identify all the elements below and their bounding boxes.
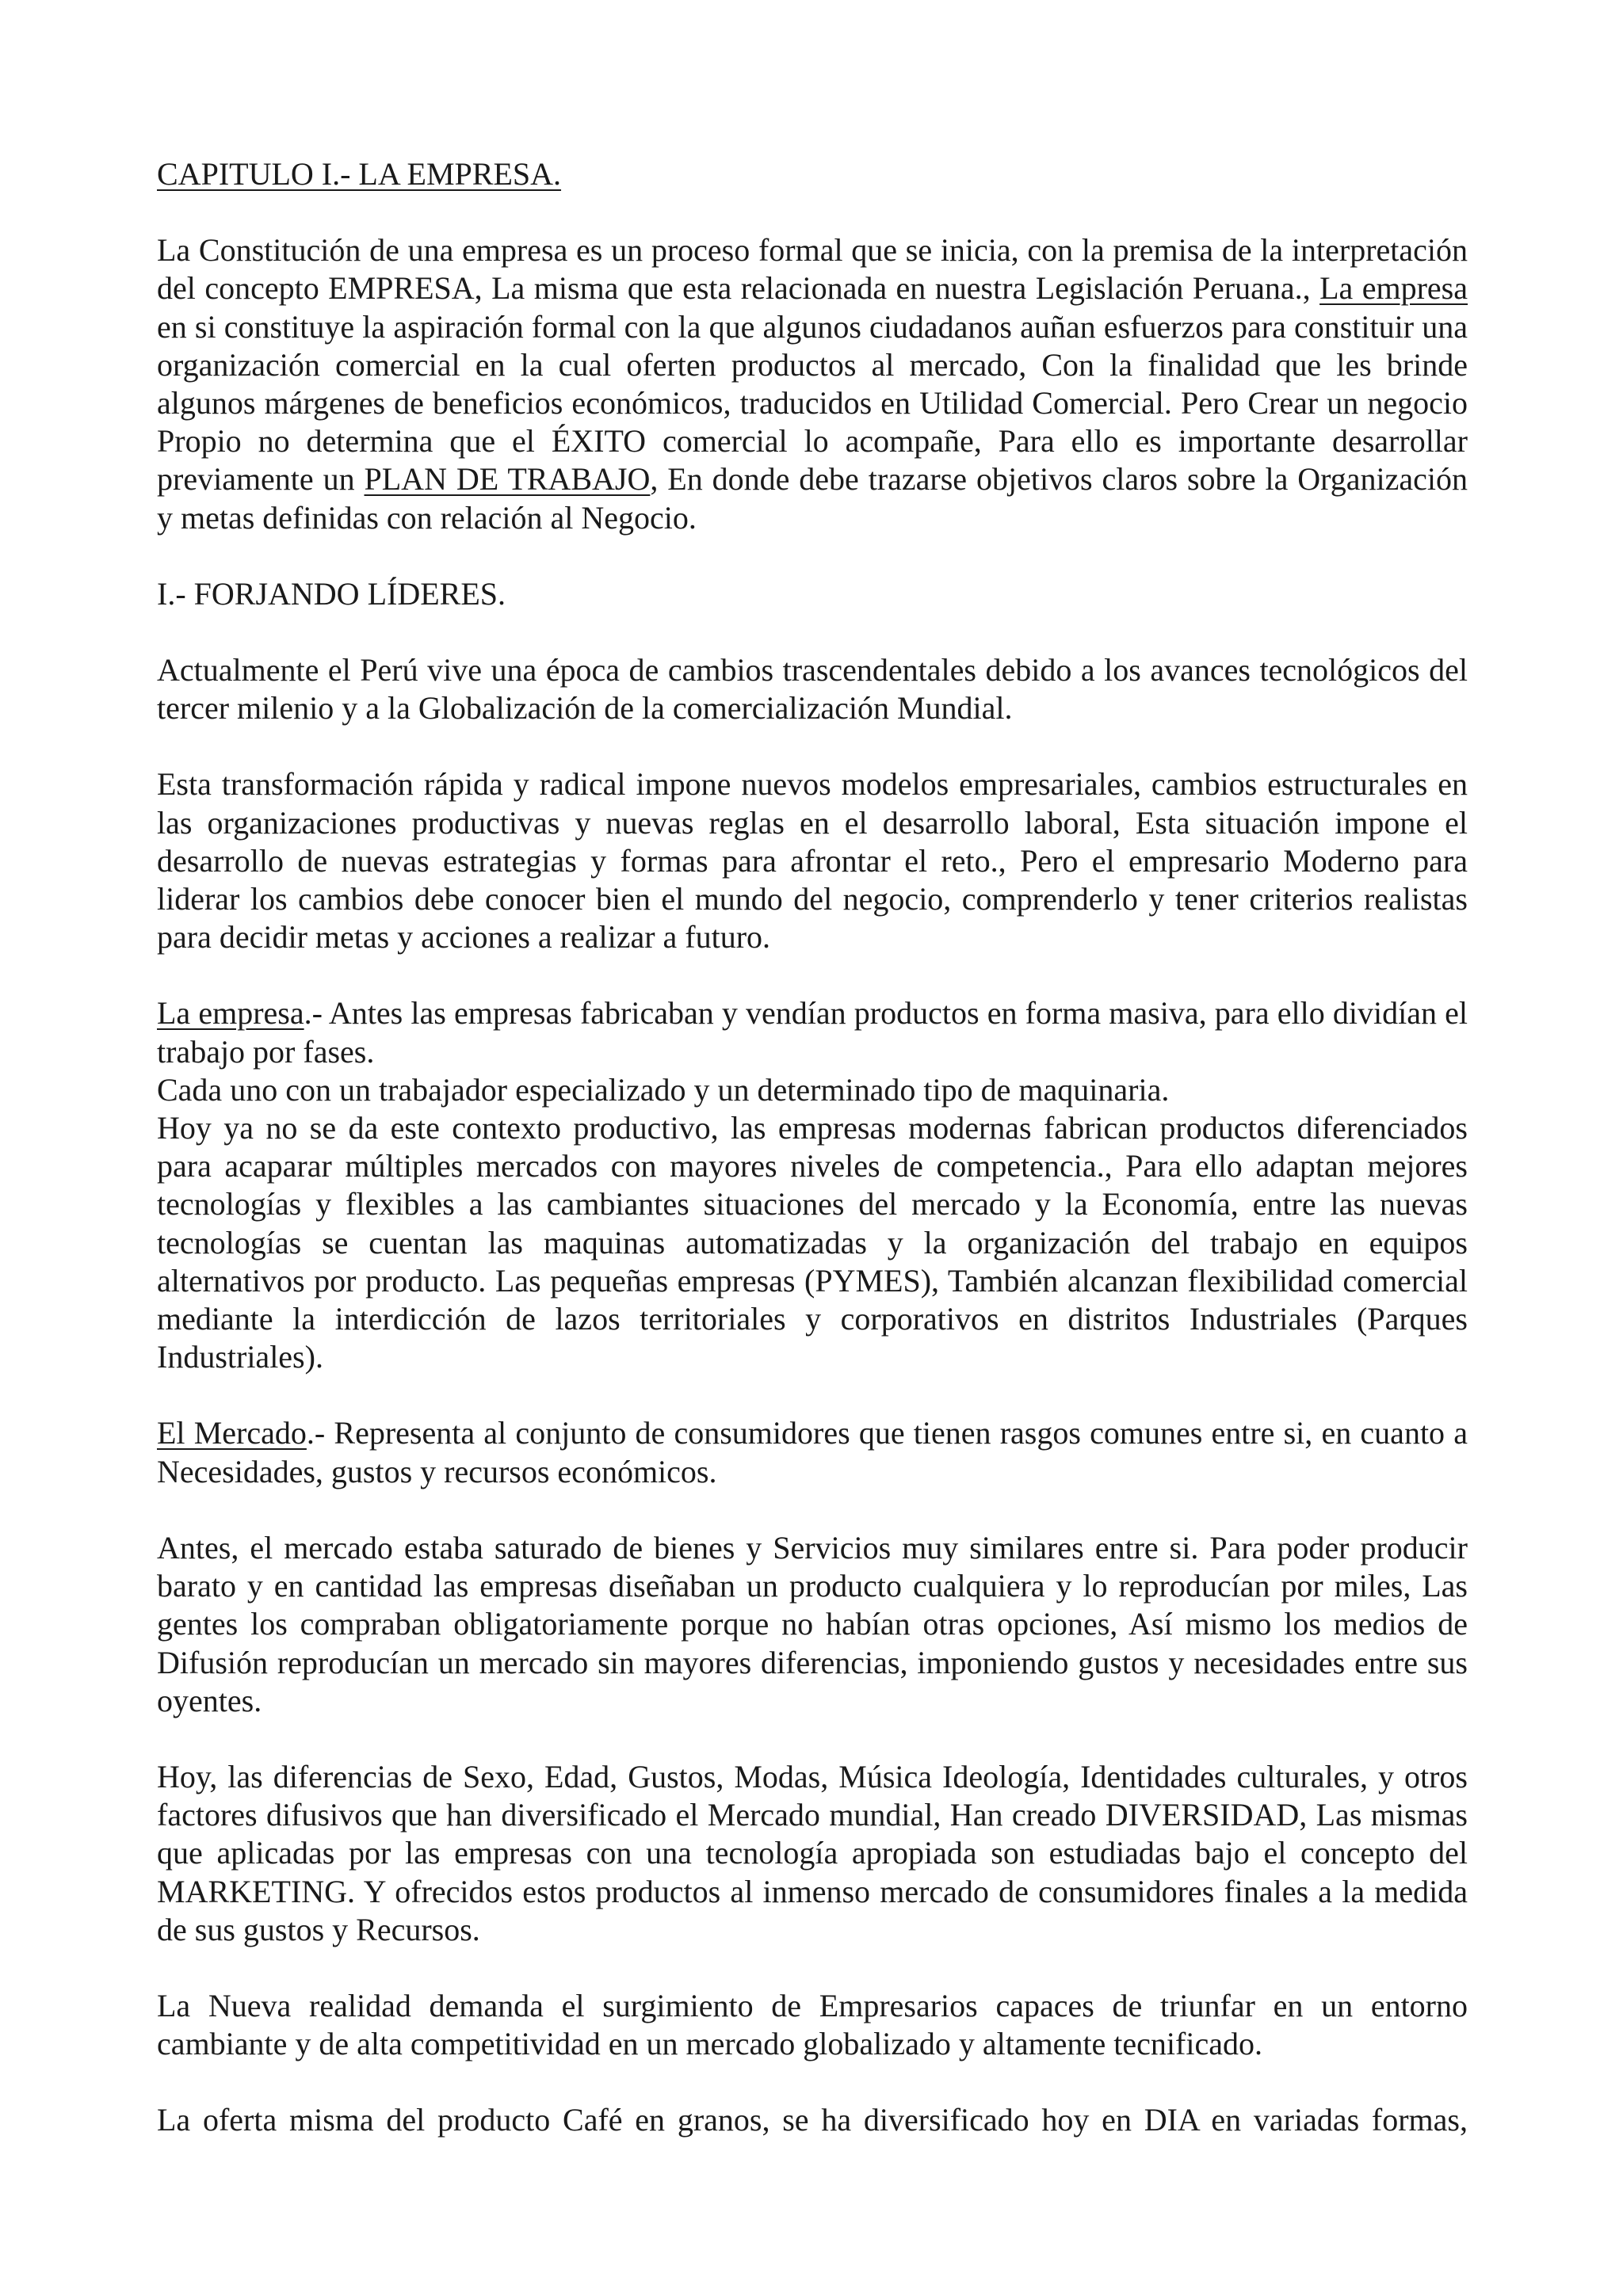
paragraph-la-empresa-text: .- Antes las empresas fabricaban y vendían productos en forma masiva, para ello dividían el trabajo por fases. <box>157 995 1468 1070</box>
paragraph-transformacion: Esta transformación rápida y radical impone nuevos modelos empresariales, cambios estructurales en las organizaciones productivas y nuevas reglas en el desarrollo laboral, Esta situación impone el desarrollo de nuevas estrategias y formas para afrontar el reto., Pero el empresario Moderno para liderar los cambios debe conocer bien el mundo del negocio, comprenderlo y tener criterios realistas para decidir metas y acciones a realizar a futuro. <box>157 766 1468 955</box>
section-heading-forjando-lideres: I.- FORJANDO LÍDERES. <box>157 575 506 612</box>
paragraph-peru-cambios: Actualmente el Perú vive una época de cambios trascendentales debido a los avances tecnológicos del tercer milenio y a la Globalización de la comercialización Mundial. <box>157 652 1468 727</box>
paragraph-el-mercado <box>157 1414 1468 1490</box>
paragraph-diversidad: Hoy, las diferencias de Sexo, Edad, Gustos, Modas, Música Ideología, Identidades culturales, y otros factores difusivos que han diversificado el Mercado mundial, Han creado DIVERSIDAD, Las mismas que aplicadas por las empresas con una tecnología apropiada son estudiadas bajo el concepto del MARKETING. Y ofrecidos estos productos al inmenso mercado de consumidores finales a la medida de sus gustos y Recursos. <box>157 1758 1468 1947</box>
paragraph-intro-text-1: La Constitución de una empresa es un proceso formal que se inicia, con la premisa de la interpretación del concepto EMPRESA, La misma que esta relacionada en nuestra Legislación Peruana., <box>157 232 1468 307</box>
paragraph-el-mercado-text: .- Representa al conjunto de consumidores que tienen rasgos comunes entre si, en cuanto a Necesidades, gustos y recursos económicos. <box>157 1415 1468 1489</box>
term-el-mercado: El Mercado <box>157 1415 307 1451</box>
paragraph-nueva-realidad: La Nueva realidad demanda el surgimiento de Empresarios capaces de triunfar en un entorno cambiante y de alta competitividad en un mercado globalizado y altamente tecnificado. <box>157 1987 1468 2062</box>
plan-de-trabajo-link[interactable]: PLAN DE TRABAJO <box>364 461 651 498</box>
paragraph-intro <box>157 231 1468 537</box>
la-empresa-link[interactable]: La empresa <box>1319 270 1468 307</box>
chapter-heading: CAPITULO I.- LA EMPRESA. <box>157 156 562 192</box>
paragraph-contexto-productivo: Hoy ya no se da este contexto productivo, las empresas modernas fabrican productos diferenciados para acaparar múltiples mercados con mayores niveles de competencia., Para ello adaptan mejores tecnologías y flexibles a las cambiantes situaciones del mercado y la Economía, entre las nuevas tecnologías se cuentan las maquinas automatizadas y la organización del trabajo en equipos alternativos por producto. Las pequeñas empresas (PYMES), También alcanzan flexibilidad comercial mediante la interdicción de lazos territoriales y corporativos en distritos Industriales (Parques Industriales). <box>157 1110 1468 1375</box>
document-body <box>157 155 1468 2140</box>
paragraph-oferta-cafe: La oferta misma del producto Café en granos, se ha diversificado hoy en DIA en variadas formas, <box>157 2102 1468 2138</box>
term-la-empresa: La empresa <box>157 995 304 1032</box>
paragraph-la-empresa <box>157 994 1468 1070</box>
paragraph-intro-text-2: en si constituye la aspiración formal con la que algunos ciudadanos auñan esfuerzos para constituir una organización comercial en la cual oferten productos al mercado, Con la finalidad que les brinde algunos márgenes de beneficios económicos, traducidos en Utilidad Comercial. Pero Crear un negocio Propio no determina que el ÉXITO comercial lo acompañe, Para ello es importante desarrollar previamente un <box>157 308 1468 498</box>
paragraph-mercado-antes: Antes, el mercado estaba saturado de bienes y Servicios muy similares entre si. Para poder producir barato y en cantidad las empresas diseñaban un producto cualquiera y lo reproducían por miles, Las gentes los compraban obligatoriamente porque no habían otras opciones, Así mismo los medios de Difusión reproducían un mercado sin mayores diferencias, imponiendo gustos y necesidades entre sus oyentes. <box>157 1529 1468 1718</box>
paragraph-trabajador: Cada uno con un trabajador especializado y un determinado tipo de maquinaria. <box>157 1071 1170 1108</box>
paragraph-intro-text-3: , En donde debe trazarse objetivos claros sobre la Organización y metas definidas con relación al Negocio. <box>157 461 1468 536</box>
